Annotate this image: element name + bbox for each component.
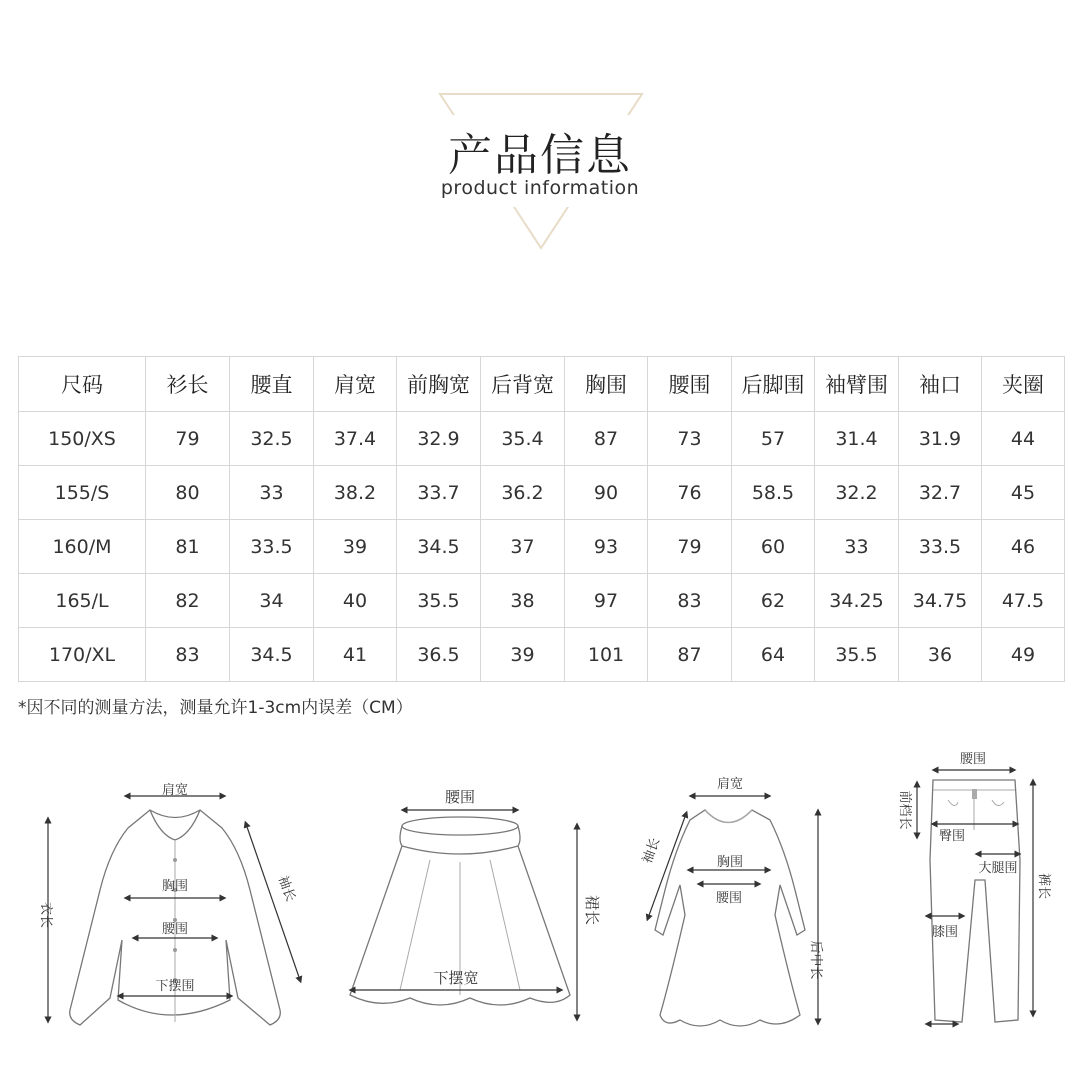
pants-waist-label: 腰围 xyxy=(959,752,987,767)
table-cell: 90 xyxy=(565,466,648,520)
shirt-chest-label: 胸围 xyxy=(161,879,189,894)
table-cell: 36.5 xyxy=(397,628,481,682)
table-row xyxy=(19,412,1065,466)
table-cell: 44 xyxy=(982,412,1065,466)
shirt-hem-label: 下摆围 xyxy=(155,979,195,994)
table-cell: 46 xyxy=(982,520,1065,574)
table-cell: 60 xyxy=(732,520,815,574)
skirt-diagram xyxy=(350,788,601,1018)
table-cell: 81 xyxy=(146,520,230,574)
column-header-back-width: 后背宽 xyxy=(481,357,565,412)
table-header-row xyxy=(19,357,1065,412)
table-cell: 87 xyxy=(648,628,732,682)
table-cell: 83 xyxy=(146,628,230,682)
table-cell: 33 xyxy=(230,466,314,520)
table-cell: 97 xyxy=(565,574,648,628)
shirt-diagram xyxy=(38,783,300,1025)
pants-hip-label: 臀围 xyxy=(938,829,966,844)
column-header-size: 尺码 xyxy=(19,357,146,412)
table-cell: 165/L xyxy=(19,574,146,628)
dress-sleeve-label: 袖长 xyxy=(640,836,664,866)
table-cell: 82 xyxy=(146,574,230,628)
table-cell: 34.5 xyxy=(397,520,481,574)
column-header-hem: 后脚围 xyxy=(732,357,815,412)
column-header-shoulder: 肩宽 xyxy=(314,357,397,412)
dress-waist-label: 腰围 xyxy=(715,891,743,906)
table-cell: 37 xyxy=(481,520,565,574)
skirt-length-label: 裙长 xyxy=(583,894,601,926)
shirt-shoulder-label: 肩宽 xyxy=(161,783,189,798)
table-cell: 32.9 xyxy=(397,412,481,466)
pants-length-label: 裤长 xyxy=(1036,872,1051,900)
column-header-length: 衫长 xyxy=(146,357,230,412)
section-subtitle: product information xyxy=(440,177,640,199)
pants-front-rise-label: 前档长 xyxy=(897,790,912,830)
table-cell: 93 xyxy=(565,520,648,574)
table-cell: 31.9 xyxy=(899,412,982,466)
column-header-front-chest: 前胸宽 xyxy=(397,357,481,412)
table-cell: 41 xyxy=(314,628,397,682)
dress-diagram xyxy=(639,777,824,1026)
table-cell: 155/S xyxy=(19,466,146,520)
table-cell: 32.7 xyxy=(899,466,982,520)
shirt-waist-label: 腰围 xyxy=(161,922,189,937)
table-cell: 36.2 xyxy=(481,466,565,520)
table-cell: 38 xyxy=(481,574,565,628)
table-row xyxy=(19,574,1065,628)
table-cell: 62 xyxy=(732,574,815,628)
column-header-arm: 袖臂围 xyxy=(815,357,899,412)
table-cell: 57 xyxy=(732,412,815,466)
table-cell: 37.4 xyxy=(314,412,397,466)
table-cell: 73 xyxy=(648,412,732,466)
table-cell: 33.7 xyxy=(397,466,481,520)
column-header-waist-straight: 腰直 xyxy=(230,357,314,412)
table-cell: 79 xyxy=(146,412,230,466)
shirt-sleeve-label: 袖长 xyxy=(274,874,298,904)
dress-chest-label: 胸围 xyxy=(716,855,744,870)
table-cell: 33.5 xyxy=(230,520,314,574)
table-cell: 34.5 xyxy=(230,628,314,682)
table-cell: 101 xyxy=(565,628,648,682)
table-cell: 170/XL xyxy=(19,628,146,682)
shirt-length-label: 衣长 xyxy=(38,901,53,929)
table-cell: 79 xyxy=(648,520,732,574)
table-row xyxy=(19,466,1065,520)
size-table xyxy=(18,356,1065,682)
table-cell: 160/M xyxy=(19,520,146,574)
table-cell: 34.25 xyxy=(815,574,899,628)
table-cell: 32.2 xyxy=(815,466,899,520)
table-cell: 49 xyxy=(982,628,1065,682)
table-cell: 58.5 xyxy=(732,466,815,520)
table-cell: 87 xyxy=(565,412,648,466)
table-cell: 39 xyxy=(481,628,565,682)
skirt-waist-label: 腰围 xyxy=(444,788,476,806)
table-cell: 45 xyxy=(982,466,1065,520)
measurement-diagrams xyxy=(0,740,1080,1075)
table-cell: 32.5 xyxy=(230,412,314,466)
skirt-hem-label: 下摆宽 xyxy=(433,969,479,987)
pants-thigh-label: 大腿围 xyxy=(978,861,1018,876)
measurement-note: *因不同的测量方法，测量允许1-3cm内误差（CM） xyxy=(18,698,413,718)
column-header-bust: 胸围 xyxy=(565,357,648,412)
column-header-waist: 腰围 xyxy=(648,357,732,412)
table-cell: 31.4 xyxy=(815,412,899,466)
table-cell: 40 xyxy=(314,574,397,628)
dress-shoulder-label: 肩宽 xyxy=(716,777,744,792)
table-cell: 36 xyxy=(899,628,982,682)
table-cell: 39 xyxy=(314,520,397,574)
column-header-armhole: 夹圈 xyxy=(982,357,1065,412)
pants-diagram xyxy=(897,752,1051,1024)
section-title: 产品信息 xyxy=(448,130,632,181)
table-cell: 80 xyxy=(146,466,230,520)
table-cell: 35.4 xyxy=(481,412,565,466)
table-cell: 150/XS xyxy=(19,412,146,466)
table-cell: 33 xyxy=(815,520,899,574)
column-header-cuff: 袖口 xyxy=(899,357,982,412)
table-cell: 83 xyxy=(648,574,732,628)
table-cell: 33.5 xyxy=(899,520,982,574)
table-cell: 34.75 xyxy=(899,574,982,628)
table-cell: 35.5 xyxy=(397,574,481,628)
table-cell: 38.2 xyxy=(314,466,397,520)
table-row xyxy=(19,520,1065,574)
section-header xyxy=(0,0,1080,260)
table-cell: 35.5 xyxy=(815,628,899,682)
table-cell: 47.5 xyxy=(982,574,1065,628)
table-cell: 64 xyxy=(732,628,815,682)
table-row xyxy=(19,628,1065,682)
table-cell: 76 xyxy=(648,466,732,520)
table-cell: 34 xyxy=(230,574,314,628)
pants-knee-label: 膝围 xyxy=(931,925,959,940)
dress-back-length-label: 后中长 xyxy=(808,940,823,980)
